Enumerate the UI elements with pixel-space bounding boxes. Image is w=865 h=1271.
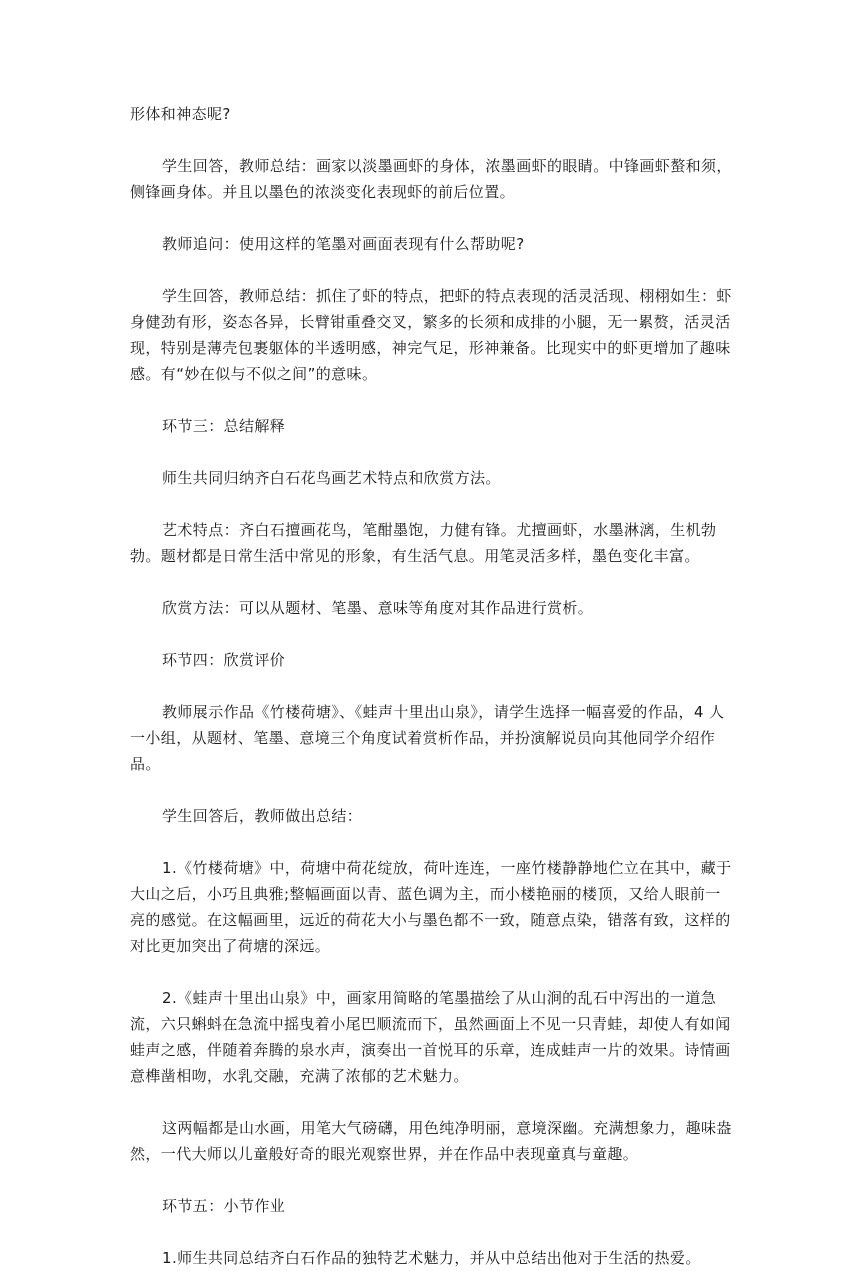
section-heading-5: 环节五：小节作业	[162, 1197, 286, 1215]
section-heading-4: 环节四：欣赏评价	[162, 651, 286, 669]
section-heading-3: 环节三：总结解释	[162, 417, 286, 435]
paragraph-summary-intro: 师生共同归纳齐白石花鸟画艺术特点和欣赏方法。	[162, 469, 501, 487]
paragraph-landscape-summary: 这两幅都是山水画，用笔大气磅礴，用色纯净明丽，意境深幽。充满想象力，趣味盎然，一代大师以儿童般好奇的眼光观察世界，并在作品中表现童真与童趣。	[130, 1119, 732, 1163]
paragraph-teacher-summary-intro: 学生回答后，教师做出总结：	[162, 807, 363, 825]
paragraph-student-answer-1: 学生回答，教师总结：画家以淡墨画虾的身体，浓墨画虾的眼睛。中锋画虾螯和须，侧锋画身体。并且以墨色的浓淡变化表现虾的前后位置。	[130, 157, 732, 201]
paragraph-continuation: 形体和神态呢?	[130, 105, 231, 123]
paragraph-homework-1: 1.师生共同总结齐白石作品的独特艺术魅力，并从中总结出他对于生活的热爱。	[162, 1249, 701, 1267]
paragraph-teacher-display: 教师展示作品《竹楼荷塘》、《蛙声十里出山泉》，请学生选择一幅喜爱的作品，4 人一小组，从题材、笔墨、意境三个角度试着赏析作品，并扮演解说员向其他同学介绍作品。	[130, 703, 725, 773]
paragraph-work-2: 2.《蛙声十里出山泉》中，画家用简略的笔墨描绘了从山涧的乱石中泻出的一道急流，六只蝌蚪在急流中摇曳着小尾巴顺流而下，虽然画面上不见一只青蛙，却使人有如闻蛙声之感，伴随着奔腾的泉水声，演奏出一首悦耳的乐章，连成蛙声一片的效果。诗情画意榫凿相吻，水乳交融，充满了浓郁的艺术魅力。	[130, 989, 731, 1085]
paragraph-appreciation-method: 欣赏方法：可以从题材、笔墨、意味等角度对其作品进行赏析。	[162, 599, 594, 617]
paragraph-art-features: 艺术特点：齐白石擅画花鸟，笔酣墨饱，力健有锋。尤擅画虾，水墨淋漓，生机勃勃。题材都是日常生活中常见的形象，有生活气息。用笔灵活多样，墨色变化丰富。	[130, 521, 717, 565]
paragraph-work-1: 1.《竹楼荷塘》中，荷塘中荷花绽放，荷叶连连，一座竹楼静静地伫立在其中，藏于大山之后，小巧且典雅;整幅画面以青、蓝色调为主，而小楼艳丽的楼顶，又给人眼前一亮的感觉。在这幅画里，远近的荷花大小与墨色都不一致，随意点染，错落有致，这样的对比更加突出了荷塘的深远。	[130, 859, 732, 955]
document-body	[130, 101, 736, 1271]
paragraph-teacher-followup: 教师追问：使用这样的笔墨对画面表现有什么帮助呢?	[162, 235, 525, 253]
paragraph-student-answer-2: 学生回答，教师总结：抓住了虾的特点，把虾的特点表现的活灵活现、栩栩如生：虾身健劲有形，姿态各异，长臂钳重叠交叉，繁多的长须和成排的小腿，无一累赘，活灵活现，特别是薄壳包裹躯体的半透明感，神完气足，形神兼备。比现实中的虾更增加了趣味感。有“妙在似与不似之间”的意味。	[130, 287, 732, 383]
